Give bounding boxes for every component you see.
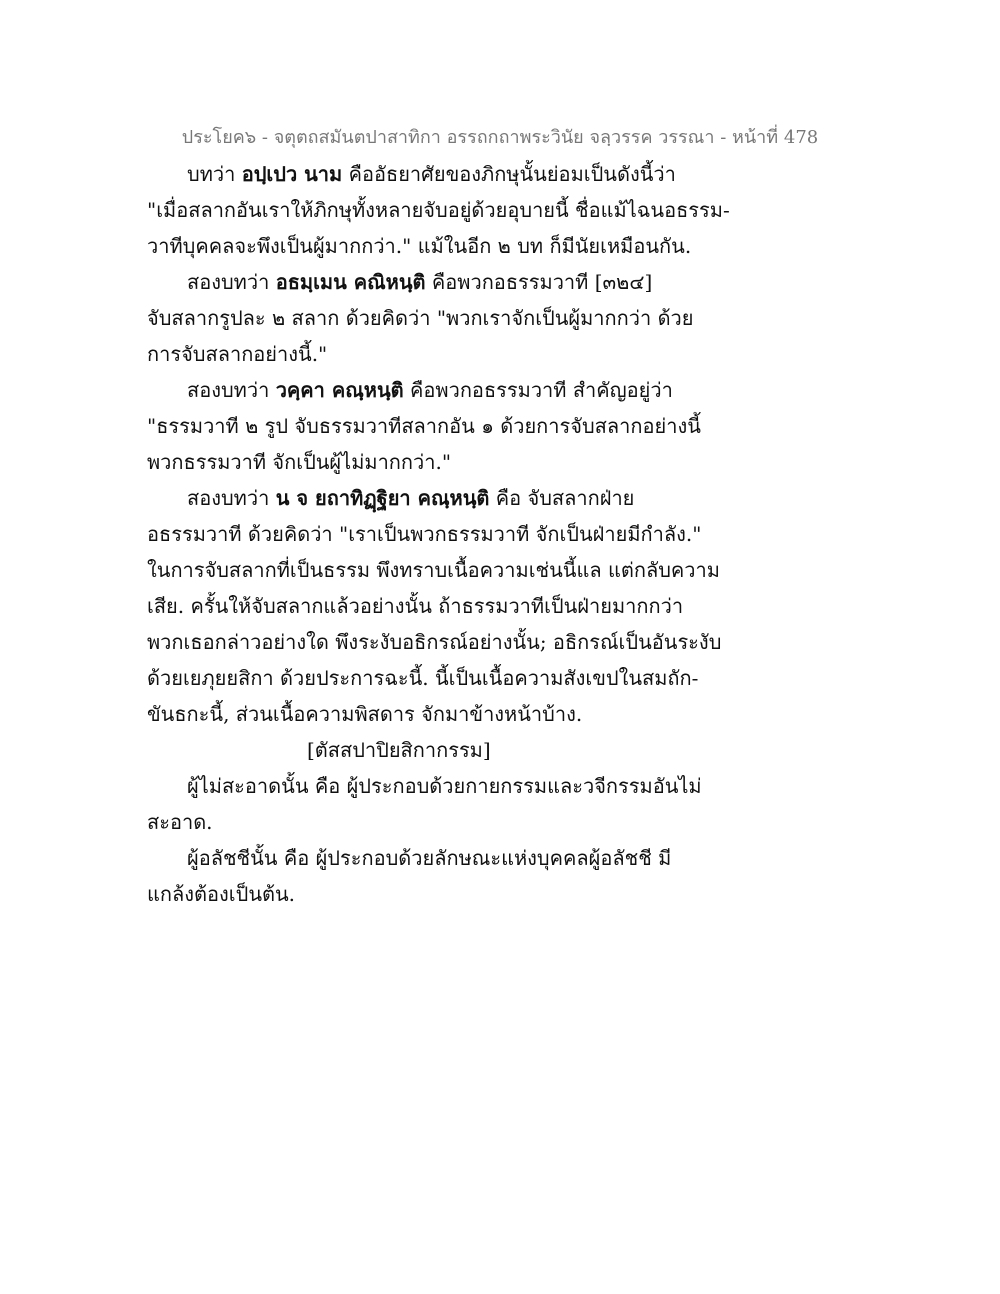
paragraph-6-line-1: ผู้อลัชชีนั้น คือ ผู้ประกอบด้วยลักษณะแห่งบุคคลผู้อลัชชี มี xyxy=(187,846,672,870)
section-heading: [ตัสสปาปิยสิกากรรม] xyxy=(307,738,491,762)
paragraph-4-line-6: ด้วยเยภุยยสิกา ด้วยประการฉะนี้. นี้เป็นเนื้อความสังเขปในสมถัก- xyxy=(147,666,699,690)
paragraph-1-line-2: "เมื่อสลากอันเราให้ภิกษุทั้งหลายจับอยู่ด้วยอุบายนี้ ชื่อแม้ไฉนอธรรม- xyxy=(147,198,730,222)
pali-term: วคฺคา คณฺหนฺติ xyxy=(275,378,404,402)
paragraph-2-line-3: การจับสลากอย่างนี้." xyxy=(147,342,328,366)
paragraph-6-line-2: แกล้งต้องเป็นต้น. xyxy=(147,882,296,906)
paragraph-1-line-1: บทว่า อปฺเปว นาม คืออัธยาศัยของภิกษุนั้นย่อมเป็นดังนี้ว่า xyxy=(187,162,676,186)
pali-term: อธมฺเมน คณิหนฺติ xyxy=(275,270,426,294)
paragraph-5-line-2: สะอาด. xyxy=(147,810,213,834)
paragraph-3-line-1: สองบทว่า วคฺคา คณฺหนฺติ คือพวกอธรรมวาที สำคัญอยู่ว่า xyxy=(187,378,673,402)
paragraph-4-line-4: เสีย. ครั้นให้จับสลากแล้วอย่างนั้น ถ้าธรรมวาทีเป็นฝ่ายมากกว่า xyxy=(147,594,684,618)
page-header: ประโยค๖ - จตุตถสมันตปาสาทิกา อรรถกถาพระวินัย จลฺวรรค วรรณา - หน้าที่ 478 xyxy=(181,127,819,148)
body-text xyxy=(147,156,730,912)
paragraph-5-line-1: ผู้ไม่สะอาดนั้น คือ ผู้ประกอบด้วยกายกรรมและวจีกรรมอันไม่ xyxy=(187,774,702,798)
pali-term: อปฺเปว นาม xyxy=(241,162,343,186)
paragraph-4-line-1: สองบทว่า น จ ยถาทิฏฺฐิยา คณฺหนฺติ คือ จับสลากฝ่าย xyxy=(187,486,635,510)
paragraph-4-line-5: พวกเธอกล่าวอย่างใด พึงระงับอธิกรณ์อย่างนั้น; อธิกรณ์เป็นอันระงับ xyxy=(147,630,722,654)
paragraph-3-line-3: พวกธรรมวาที จักเป็นผู้ไม่มากกว่า." xyxy=(147,450,452,474)
paragraph-3-line-2: "ธรรมวาที ๒ รูป จับธรรมวาทีสลากอัน ๑ ด้วยการจับสลากอย่างนี้ xyxy=(147,414,701,438)
pali-term: น จ ยถาทิฏฺฐิยา คณฺหนฺติ xyxy=(275,486,490,510)
paragraph-4-line-3: ในการจับสลากที่เป็นธรรม พึงทราบเนื้อความเช่นนี้แล แต่กลับความ xyxy=(147,558,720,582)
paragraph-1-line-3: วาทีบุคคลจะพึงเป็นผู้มากกว่า." แม้ในอีก ๒ บท ก็มีนัยเหมือนกัน. xyxy=(147,234,692,258)
paragraph-2-line-1: สองบทว่า อธมฺเมน คณิหนฺติ คือพวกอธรรมวาที [๓๒๔] xyxy=(187,270,653,294)
paragraph-4-line-2: อธรรมวาที ด้วยคิดว่า "เราเป็นพวกธรรมวาที จักเป็นฝ่ายมีกำลัง." xyxy=(147,522,702,546)
paragraph-4-line-7: ขันธกะนี้, ส่วนเนื้อความพิสดาร จักมาข้างหน้าบ้าง. xyxy=(147,702,583,726)
paragraph-2-line-2: จับสลากรูปละ ๒ สลาก ด้วยคิดว่า "พวกเราจักเป็นผู้มากกว่า ด้วย xyxy=(147,306,694,330)
